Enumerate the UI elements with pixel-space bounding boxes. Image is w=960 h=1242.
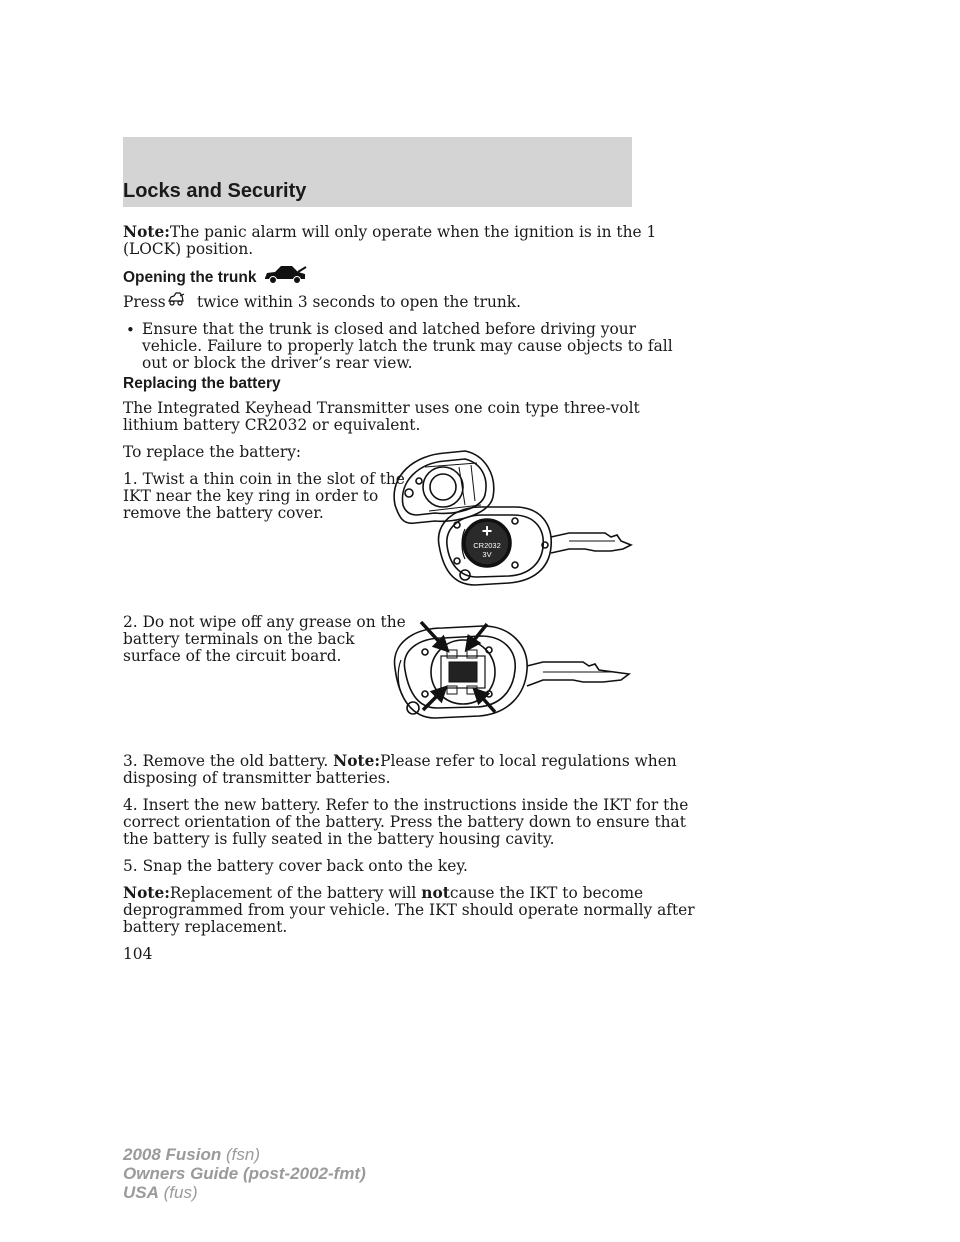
panic-note bbox=[123, 224, 656, 242]
section-title: Locks and Security bbox=[123, 180, 307, 202]
page-number: 104 bbox=[123, 945, 153, 963]
note-text-a: Replacement of the battery will bbox=[169, 884, 417, 902]
key-battery-cover-figure bbox=[385, 445, 635, 590]
replacement-note-cont: battery replacement. bbox=[123, 918, 288, 936]
footer-code: (fsn) bbox=[226, 1145, 260, 1164]
car-trunk-icon bbox=[263, 263, 307, 285]
press-line bbox=[123, 294, 166, 312]
bullet-icon: • bbox=[126, 321, 135, 339]
step-1: remove the battery cover. bbox=[123, 504, 324, 522]
replacement-note-cont: deprogrammed from your vehicle. The IKT should operate normally after bbox=[123, 901, 695, 919]
trunk-release-button-icon bbox=[167, 292, 185, 310]
step-3 bbox=[123, 753, 677, 771]
note-emphasis: not bbox=[421, 884, 450, 902]
step-2: 2. Do not wipe off any grease on the bbox=[123, 613, 406, 631]
press-word: Press bbox=[123, 293, 166, 311]
battery-plus: + bbox=[481, 521, 493, 541]
bullet-line: vehicle. Failure to properly latch the trunk may cause objects to fall bbox=[142, 337, 673, 355]
footer-market: USA bbox=[123, 1183, 159, 1202]
note-label: Note: bbox=[333, 752, 381, 770]
battery-model: CR2032 bbox=[473, 541, 501, 550]
footer-model: 2008 Fusion bbox=[123, 1145, 222, 1164]
footer-line bbox=[123, 1145, 260, 1164]
step-4: the battery is fully seated in the battery housing cavity. bbox=[123, 830, 555, 848]
note-text: The panic alarm will only operate when the ignition is in the 1 bbox=[169, 223, 657, 241]
step-3-text: 3. Remove the old battery. bbox=[123, 752, 329, 770]
replacement-note bbox=[123, 885, 643, 903]
step-2: surface of the circuit board. bbox=[123, 647, 342, 665]
note-label: Note: bbox=[123, 223, 170, 241]
footer-line bbox=[123, 1164, 366, 1183]
to-replace: To replace the battery: bbox=[123, 443, 302, 461]
footer-line bbox=[123, 1183, 198, 1202]
step-1: 1. Twist a thin coin in the slot of the bbox=[123, 470, 405, 488]
circuit-board-terminals-figure bbox=[383, 616, 635, 728]
step-2: battery terminals on the back bbox=[123, 630, 355, 648]
note-text-b: cause the IKT to become bbox=[449, 884, 644, 902]
note-label: Note: bbox=[123, 884, 170, 902]
trunk-heading bbox=[123, 269, 256, 287]
footer-market-code: (fus) bbox=[163, 1183, 198, 1202]
trunk-heading-text: Opening the trunk bbox=[123, 269, 257, 286]
battery-voltage: 3V bbox=[482, 550, 492, 559]
step-4: correct orientation of the battery. Press the battery down to ensure that bbox=[123, 813, 686, 831]
step-5: 5. Snap the battery cover back onto the key. bbox=[123, 857, 468, 875]
bullet-line: Ensure that the trunk is closed and latched before driving your bbox=[142, 320, 637, 338]
press-rest: twice within 3 seconds to open the trunk. bbox=[197, 293, 522, 311]
battery-heading: Replacing the battery bbox=[123, 375, 281, 392]
step-1: IKT near the key ring in order to bbox=[123, 487, 379, 505]
step-3-note: Please refer to local regulations when bbox=[380, 752, 677, 770]
bullet-line: out or block the driver’s rear view. bbox=[142, 354, 413, 372]
panic-note-cont: (LOCK) position. bbox=[123, 240, 254, 258]
step-3-cont: disposing of transmitter batteries. bbox=[123, 769, 391, 787]
battery-intro: lithium battery CR2032 or equivalent. bbox=[123, 416, 421, 434]
step-4: 4. Insert the new battery. Refer to the instructions inside the IKT for the bbox=[123, 796, 689, 814]
battery-intro: The Integrated Keyhead Transmitter uses one coin type three-volt bbox=[123, 399, 640, 417]
footer-guide: Owners Guide (post-2002-fmt) bbox=[123, 1164, 366, 1183]
